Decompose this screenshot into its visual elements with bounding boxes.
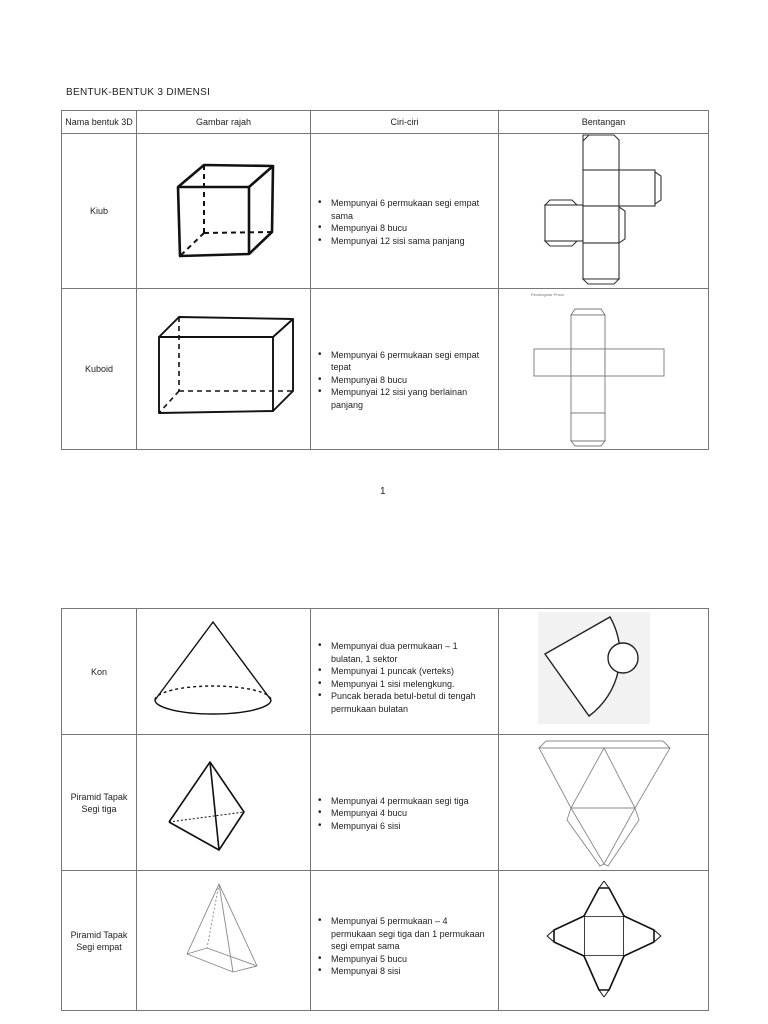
net-cube <box>499 134 709 289</box>
feature-item: • Mempunyai 1 sisi melengkung. <box>331 678 492 691</box>
table-row-cube <box>62 134 709 289</box>
net-caption: Rectangular Prism <box>530 292 564 297</box>
feature-item: • Mempunyai 5 bucu <box>331 953 492 966</box>
cuboid-net-icon <box>501 289 707 449</box>
net-cuboid <box>499 289 709 450</box>
diagram-triangular-pyramid <box>137 735 311 871</box>
shapes-table-bottom <box>61 608 709 1011</box>
feature-item: • Mempunyai 8 sisi <box>331 965 492 978</box>
feature-item: • Mempunyai 12 sisi sama panjang <box>331 235 492 248</box>
diagram-cube <box>137 134 311 289</box>
feature-item: • Puncak berada betul-betul di tengah permukaan bulatan <box>331 690 492 715</box>
triangular-pyramid-drawing-icon <box>139 736 309 870</box>
feature-item: • Mempunyai 4 bucu <box>331 807 492 820</box>
feature-item: • Mempunyai 4 permukaan segi tiga <box>331 795 492 808</box>
shape-name-cuboid: Kuboid <box>62 289 137 450</box>
features-triangular-pyramid <box>311 735 499 871</box>
features-cube <box>311 134 499 289</box>
net-triangular-pyramid <box>499 735 709 871</box>
cuboid-drawing-icon <box>139 291 309 447</box>
triangular-pyramid-net-icon <box>501 736 707 870</box>
diagram-cone <box>137 609 311 735</box>
cube-net-icon <box>501 134 707 288</box>
features-cone <box>311 609 499 735</box>
header-net: Bentangan <box>499 111 709 134</box>
document-title: BENTUK-BENTUK 3 DIMENSI <box>66 87 211 98</box>
header-shape-name: Nama bentuk 3D <box>62 111 137 134</box>
cone-net-icon <box>501 610 707 734</box>
feature-item: • Mempunyai 8 bucu <box>331 222 492 235</box>
shape-name-square-pyramid: Piramid Tapak Segi empat <box>62 871 137 1011</box>
feature-item: • Mempunyai 5 permukaan – 4 permukaan segi tiga dan 1 permukaan segi empat sama <box>331 915 492 953</box>
table-header-row <box>62 111 709 134</box>
net-square-pyramid <box>499 871 709 1011</box>
feature-item: • Mempunyai 6 sisi <box>331 820 492 833</box>
square-pyramid-net-icon <box>501 872 707 1010</box>
square-pyramid-drawing-icon <box>139 872 309 1010</box>
page-number: 1 <box>380 486 386 497</box>
features-cuboid <box>311 289 499 450</box>
table-row-cuboid <box>62 289 709 450</box>
feature-item: • Mempunyai 8 bucu <box>331 374 492 387</box>
header-diagram: Gambar rajah <box>137 111 311 134</box>
header-features: Ciri-ciri <box>311 111 499 134</box>
shape-name-cone: Kon <box>62 609 137 735</box>
shape-name-cube: Kiub <box>62 134 137 289</box>
table-row-triangular-pyramid <box>62 735 709 871</box>
table-row-cone <box>62 609 709 735</box>
diagram-cuboid <box>137 289 311 450</box>
cube-drawing-icon <box>139 136 309 286</box>
shape-name-triangular-pyramid: Piramid Tapak Segi tiga <box>62 735 137 871</box>
net-cone <box>499 609 709 735</box>
feature-item: • Mempunyai 1 puncak (verteks) <box>331 665 492 678</box>
features-square-pyramid <box>311 871 499 1011</box>
cone-drawing-icon <box>139 610 309 734</box>
feature-item: • Mempunyai 12 sisi yang berlainan panjang <box>331 386 492 411</box>
shapes-table-top <box>61 110 709 450</box>
table-row-square-pyramid <box>62 871 709 1011</box>
feature-item: • Mempunyai 6 permukaan segi empat tepat <box>331 349 492 374</box>
diagram-square-pyramid <box>137 871 311 1011</box>
feature-item: • Mempunyai 6 permukaan segi empat sama <box>331 197 492 222</box>
feature-item: • Mempunyai dua permukaan – 1 bulatan, 1 sektor <box>331 640 492 665</box>
